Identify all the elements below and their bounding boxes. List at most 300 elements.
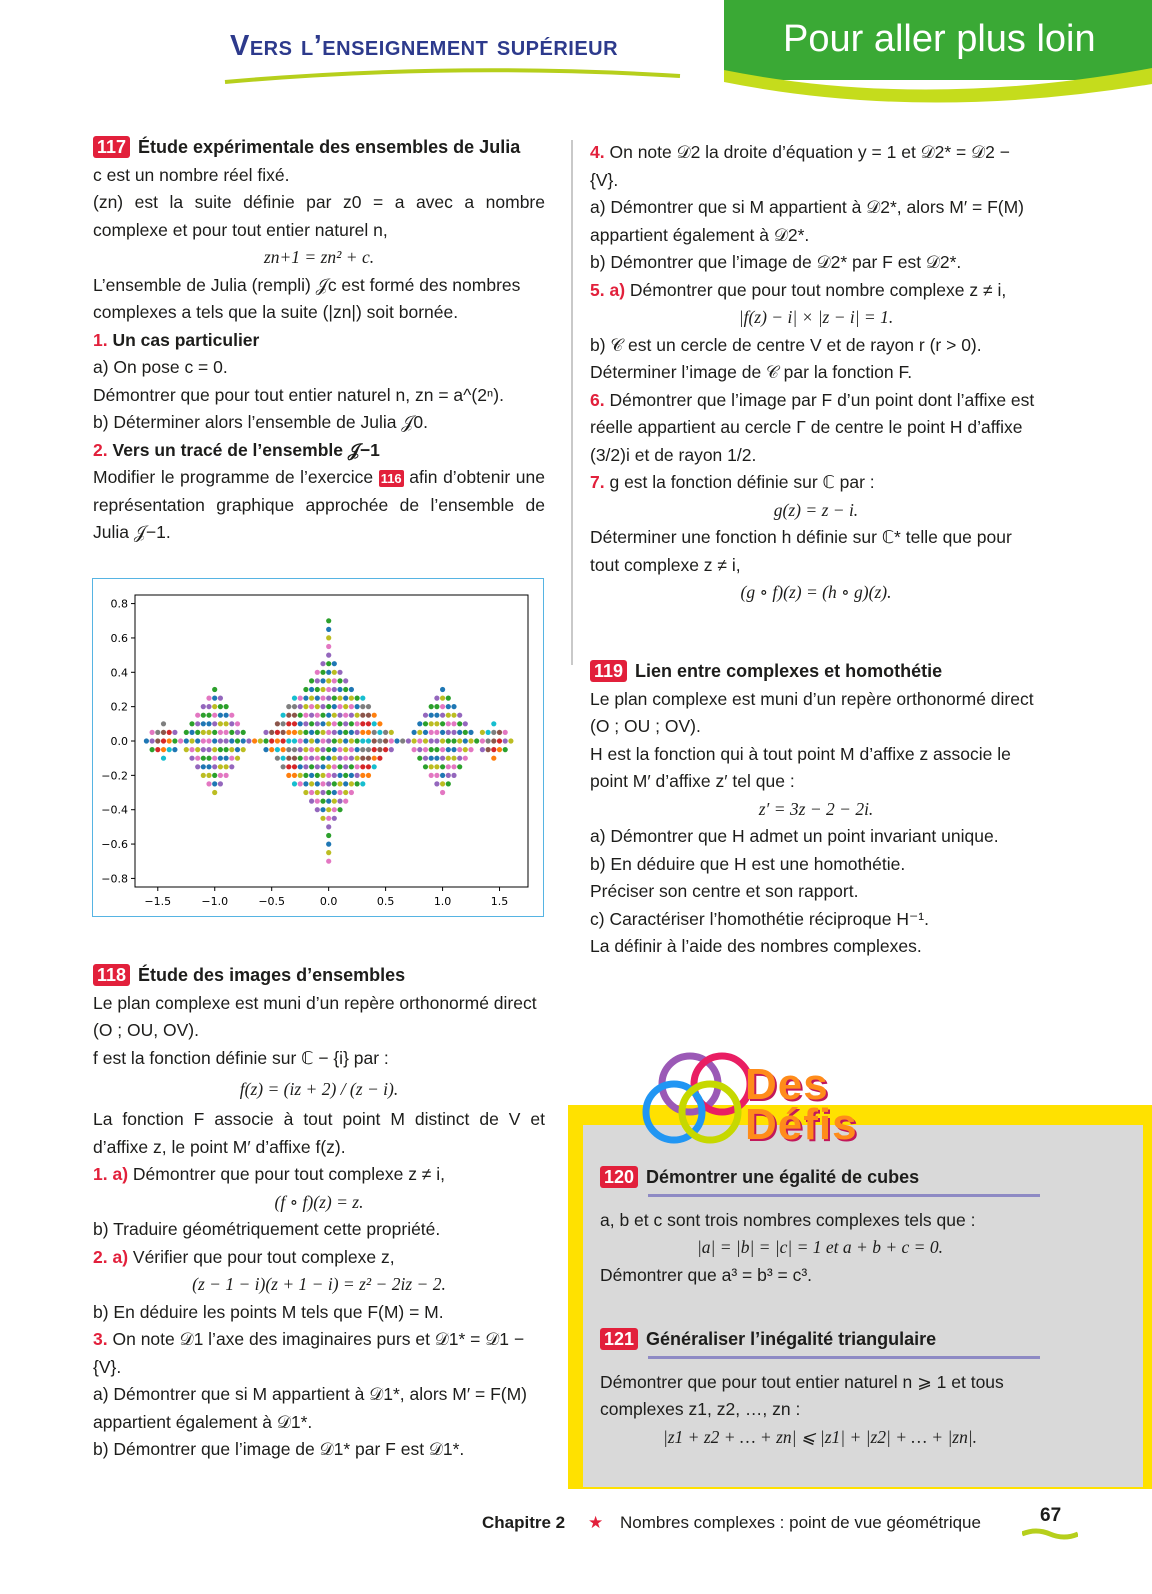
formula: (g ∘ f)(z) = (h ∘ g)(z).	[740, 582, 892, 602]
scatter-point	[457, 738, 462, 743]
scatter-point	[429, 730, 434, 735]
scatter-point	[332, 756, 337, 761]
scatter-point	[320, 661, 325, 666]
text-line: Le plan complexe est muni d’un repère orthonormé direct (O ; OU, OV).	[93, 992, 537, 1040]
rings-logo-icon	[640, 1048, 760, 1148]
x-tick-label: −1.5	[144, 895, 172, 908]
scatter-point	[212, 773, 217, 778]
exercise-121	[600, 1326, 1040, 1451]
scatter-point	[434, 773, 439, 778]
scatter-point	[201, 713, 206, 718]
scatter-point	[155, 730, 160, 735]
scatter-point	[309, 747, 314, 752]
scatter-point	[320, 687, 325, 692]
scatter-point	[281, 764, 286, 769]
scatter-point	[503, 747, 508, 752]
scatter-point	[292, 756, 297, 761]
scatter-point	[434, 756, 439, 761]
scatter-point	[320, 773, 325, 778]
scatter-point	[298, 713, 303, 718]
question-text: b) Démontrer que l’image de 𝒟1* par F est 𝒟1*.	[93, 1439, 465, 1459]
scatter-point	[349, 687, 354, 692]
scatter-point	[326, 799, 331, 804]
scatter-point	[275, 730, 280, 735]
scatter-point	[320, 670, 325, 675]
scatter-point	[463, 730, 468, 735]
scatter-point	[326, 833, 331, 838]
scatter-point	[429, 747, 434, 752]
exercise-118-header	[93, 962, 545, 990]
scatter-point	[212, 721, 217, 726]
header-right-title: Pour aller plus loin	[783, 18, 1096, 60]
scatter-point	[343, 721, 348, 726]
scatter-point	[451, 721, 456, 726]
scatter-point	[303, 756, 308, 761]
scatter-point	[315, 713, 320, 718]
scatter-point	[184, 730, 189, 735]
scatter-point	[275, 756, 280, 761]
formula: |f(z) − i| × |z − i| = 1.	[738, 307, 894, 327]
scatter-point	[309, 721, 314, 726]
scatter-point	[400, 738, 405, 743]
question-text: c) Caractériser l’homothétie réciproque H⁻¹.	[590, 908, 929, 929]
scatter-point	[366, 730, 371, 735]
scatter-point	[360, 704, 365, 709]
scatter-point	[332, 696, 337, 701]
title-underline	[648, 1194, 1040, 1197]
scatter-point	[366, 721, 371, 726]
scatter-point	[224, 730, 229, 735]
scatter-point	[206, 704, 211, 709]
scatter-point	[201, 756, 206, 761]
scatter-point	[440, 713, 445, 718]
scatter-point	[360, 738, 365, 743]
scatter-point	[303, 790, 308, 795]
question-number: 5. a)	[590, 279, 626, 300]
scatter-point	[326, 824, 331, 829]
scatter-point	[457, 764, 462, 769]
scatter-point	[491, 730, 496, 735]
text-line: H est la fonction qui à tout point M d’affixe z associe le point M′ d’affixe z′ tel que :	[590, 743, 1011, 791]
scatter-point	[320, 738, 325, 743]
y-tick-label: 0.8	[110, 597, 128, 611]
scatter-point	[497, 738, 502, 743]
scatter-point	[480, 738, 485, 743]
scatter-point	[229, 721, 234, 726]
text-line: Démontrer que a³ = b³ = c³.	[600, 1264, 813, 1285]
julia-set-plot	[92, 578, 544, 917]
scatter-point	[343, 764, 348, 769]
scatter-point	[337, 696, 342, 701]
scatter-point	[372, 764, 377, 769]
scatter-point	[468, 747, 473, 752]
scatter-point	[383, 730, 388, 735]
scatter-point	[298, 696, 303, 701]
scatter-point	[292, 704, 297, 709]
scatter-point	[343, 730, 348, 735]
scatter-point	[389, 730, 394, 735]
exercise-117	[93, 134, 545, 547]
scatter-point	[377, 756, 382, 761]
scatter-point	[417, 756, 422, 761]
scatter-point	[201, 738, 206, 743]
text-line: c est un nombre réel fixé.	[93, 164, 290, 185]
scatter-point	[423, 747, 428, 752]
scatter-point	[212, 764, 217, 769]
header-curve	[724, 60, 1152, 104]
scatter-point	[366, 747, 371, 752]
text-line: a, b et c sont trois nombres complexes tels que :	[600, 1209, 976, 1230]
scatter-point	[412, 747, 417, 752]
scatter-point	[343, 696, 348, 701]
scatter-point	[298, 730, 303, 735]
scatter-point	[150, 747, 155, 752]
scatter-point	[292, 730, 297, 735]
question-text: a) On pose c = 0.	[93, 357, 228, 377]
scatter-point	[218, 738, 223, 743]
y-tick-label: −0.2	[101, 769, 128, 783]
scatter-point	[355, 773, 360, 778]
scatter-point	[235, 738, 240, 743]
scatter-point	[195, 721, 200, 726]
scatter-point	[315, 696, 320, 701]
scatter-point	[326, 687, 331, 692]
scatter-point	[303, 721, 308, 726]
scatter-point	[281, 738, 286, 743]
scatter-point	[241, 747, 246, 752]
scatter-point	[326, 747, 331, 752]
scatter-point	[491, 738, 496, 743]
scatter-point	[320, 678, 325, 683]
question-number: 2. a)	[93, 1246, 129, 1267]
scatter-point	[269, 738, 274, 743]
exercise-number-badge: 119	[590, 660, 627, 682]
x-tick-label: −1.0	[201, 895, 229, 908]
scatter-point	[440, 704, 445, 709]
scatter-point	[309, 730, 314, 735]
scatter-point	[258, 738, 263, 743]
scatter-point	[281, 730, 286, 735]
scatter-point	[503, 730, 508, 735]
exercise-number-badge: 117	[93, 136, 130, 158]
scatter-point	[497, 730, 502, 735]
scatter-point	[315, 756, 320, 761]
footer-chapter: Chapitre 2	[482, 1513, 566, 1532]
scatter-point	[320, 799, 325, 804]
scatter-point	[229, 730, 234, 735]
scatter-point	[206, 781, 211, 786]
scatter-point	[246, 738, 251, 743]
scatter-point	[406, 738, 411, 743]
scatter-point	[429, 764, 434, 769]
scatter-point	[150, 730, 155, 735]
question-number: 6.	[590, 389, 605, 410]
scatter-plot-svg	[93, 579, 543, 916]
scatter-point	[360, 756, 365, 761]
question-text: Démontrer que pour tout complexe z ≠ i,	[132, 1164, 446, 1184]
scatter-point	[161, 721, 166, 726]
scatter-point	[206, 738, 211, 743]
scatter-point	[326, 807, 331, 812]
formula: f(z) = (iz + 2) / (z − i).	[239, 1079, 399, 1099]
question-title: Un cas particulier	[112, 329, 260, 350]
scatter-point	[201, 747, 206, 752]
scatter-point	[457, 721, 462, 726]
scatter-point	[275, 738, 280, 743]
scatter-point	[394, 738, 399, 743]
scatter-point	[332, 704, 337, 709]
scatter-point	[320, 747, 325, 752]
scatter-point	[275, 747, 280, 752]
scatter-point	[286, 713, 291, 718]
scatter-point	[457, 713, 462, 718]
scatter-point	[366, 764, 371, 769]
scatter-point	[309, 781, 314, 786]
scatter-point	[434, 696, 439, 701]
scatter-point	[212, 738, 217, 743]
scatter-point	[440, 756, 445, 761]
scatter-point	[320, 696, 325, 701]
scatter-point	[320, 721, 325, 726]
scatter-point	[195, 713, 200, 718]
scatter-point	[326, 670, 331, 675]
scatter-point	[201, 721, 206, 726]
scatter-point	[337, 799, 342, 804]
scatter-point	[337, 747, 342, 752]
scatter-point	[457, 730, 462, 735]
scatter-point	[235, 756, 240, 761]
scatter-point	[360, 764, 365, 769]
question-number: 4.	[590, 142, 605, 162]
question-text: a) Démontrer que si M appartient à 𝒟2*, alors M′ = F(M) appartient également à 𝒟2*.	[590, 197, 1024, 245]
text-line: (zn) est la suite définie par z0 = a avec a nombre complexe et pour tout entier naturel n,	[93, 192, 545, 240]
scatter-point	[343, 738, 348, 743]
scatter-point	[218, 747, 223, 752]
scatter-point	[423, 730, 428, 735]
scatter-point	[269, 730, 274, 735]
scatter-point	[412, 738, 417, 743]
scatter-point	[423, 721, 428, 726]
scatter-point	[212, 696, 217, 701]
exercise-title: Lien entre complexes et homothétie	[635, 661, 943, 681]
header-swoosh	[220, 62, 690, 86]
scatter-point	[349, 790, 354, 795]
scatter-point	[343, 678, 348, 683]
scatter-point	[434, 738, 439, 743]
scatter-point	[161, 738, 166, 743]
question-text: b) Déterminer alors l’ensemble de Julia 𝒥0.	[93, 412, 428, 432]
exercise-title: Étude expérimentale des ensembles de Julia	[138, 137, 521, 157]
scatter-point	[206, 730, 211, 735]
column-divider	[571, 140, 573, 665]
scatter-point	[326, 696, 331, 701]
scatter-point	[440, 730, 445, 735]
scatter-point	[326, 790, 331, 795]
scatter-point	[440, 696, 445, 701]
scatter-point	[315, 790, 320, 795]
scatter-point	[292, 764, 297, 769]
scatter-point	[184, 738, 189, 743]
scatter-point	[360, 773, 365, 778]
scatter-point	[446, 696, 451, 701]
scatter-point	[206, 773, 211, 778]
scatter-point	[474, 738, 479, 743]
scatter-point	[332, 773, 337, 778]
scatter-point	[292, 738, 297, 743]
scatter-point	[451, 738, 456, 743]
y-tick-label: −0.8	[101, 872, 128, 886]
scatter-point	[224, 738, 229, 743]
scatter-point	[161, 747, 166, 752]
scatter-point	[377, 738, 382, 743]
question-number: 7.	[590, 472, 605, 492]
defis-title	[745, 1060, 858, 1149]
scatter-point	[349, 764, 354, 769]
page-number-underline	[1022, 1528, 1078, 1540]
scatter-point	[343, 687, 348, 692]
scatter-point	[457, 756, 462, 761]
scatter-point	[372, 756, 377, 761]
scatter-point	[463, 738, 468, 743]
x-tick-label: 1.0	[433, 895, 452, 908]
defis-title-line1: Des	[745, 1060, 829, 1109]
question-number: 1. a)	[93, 1164, 129, 1184]
formula: g(z) = z − i.	[773, 499, 859, 520]
scatter-point	[218, 721, 223, 726]
scatter-point	[491, 721, 496, 726]
scatter-point	[508, 738, 513, 743]
scatter-point	[212, 713, 217, 718]
scatter-point	[292, 721, 297, 726]
scatter-point	[298, 747, 303, 752]
scatter-point	[349, 781, 354, 786]
scatter-point	[298, 756, 303, 761]
scatter-point	[434, 747, 439, 752]
scatter-point	[292, 713, 297, 718]
scatter-point	[366, 713, 371, 718]
scatter-point	[326, 781, 331, 786]
scatter-point	[349, 773, 354, 778]
scatter-point	[372, 738, 377, 743]
scatter-point	[309, 756, 314, 761]
scatter-point	[343, 713, 348, 718]
scatter-point	[326, 618, 331, 623]
scatter-point	[315, 799, 320, 804]
scatter-point	[355, 696, 360, 701]
formula: z′ = 3z − 2 − 2i.	[758, 798, 874, 819]
scatter-point	[224, 713, 229, 718]
scatter-point	[429, 738, 434, 743]
scatter-point	[150, 738, 155, 743]
scatter-point	[383, 747, 388, 752]
scatter-point	[480, 747, 485, 752]
scatter-point	[195, 747, 200, 752]
scatter-point	[195, 756, 200, 761]
scatter-point	[218, 713, 223, 718]
scatter-point	[451, 747, 456, 752]
scatter-point	[451, 713, 456, 718]
scatter-point	[303, 704, 308, 709]
scatter-point	[320, 713, 325, 718]
scatter-point	[292, 747, 297, 752]
scatter-point	[486, 747, 491, 752]
scatter-point	[235, 730, 240, 735]
scatter-point	[286, 747, 291, 752]
formula: |a| = |b| = |c| = 1 et a + b + c = 0.	[696, 1237, 943, 1257]
scatter-point	[298, 738, 303, 743]
scatter-point	[412, 730, 417, 735]
scatter-point	[320, 816, 325, 821]
exercise-title: Généraliser l’inégalité triangulaire	[646, 1329, 937, 1349]
scatter-point	[326, 764, 331, 769]
scatter-point	[167, 738, 172, 743]
scatter-point	[286, 721, 291, 726]
scatter-point	[303, 730, 308, 735]
scatter-point	[167, 730, 172, 735]
scatter-point	[332, 790, 337, 795]
scatter-point	[275, 721, 280, 726]
scatter-point	[451, 704, 456, 709]
scatter-point	[446, 721, 451, 726]
scatter-point	[326, 842, 331, 847]
scatter-point	[360, 781, 365, 786]
scatter-point	[326, 704, 331, 709]
scatter-point	[446, 764, 451, 769]
question-number: 2.	[93, 439, 108, 460]
scatter-point	[337, 790, 342, 795]
scatter-point	[332, 738, 337, 743]
scatter-point	[480, 730, 485, 735]
scatter-point	[463, 747, 468, 752]
scatter-point	[446, 713, 451, 718]
scatter-point	[212, 790, 217, 795]
scatter-point	[434, 713, 439, 718]
scatter-point	[372, 713, 377, 718]
y-tick-label: −0.6	[101, 838, 128, 852]
scatter-point	[309, 738, 314, 743]
formula: zn+1 = zn² + c.	[263, 247, 375, 267]
exercise-120-header	[600, 1164, 1040, 1192]
scatter-point	[332, 799, 337, 804]
question-text: La définir à l’aide des nombres complexes.	[590, 936, 922, 956]
scatter-point	[486, 730, 491, 735]
scatter-point	[503, 738, 508, 743]
scatter-point	[303, 764, 308, 769]
scatter-point	[212, 756, 217, 761]
text-line: Démontrer que pour tout entier naturel n ⩾ 1 et tous complexes z1, z2, …, zn :	[600, 1371, 1004, 1419]
scatter-point	[451, 773, 456, 778]
scatter-point	[349, 721, 354, 726]
scatter-point	[320, 704, 325, 709]
scatter-point	[326, 850, 331, 855]
scatter-point	[263, 738, 268, 743]
scatter-point	[440, 790, 445, 795]
exercise-117-header	[93, 134, 545, 162]
scatter-point	[218, 696, 223, 701]
scatter-point	[229, 756, 234, 761]
scatter-point	[332, 661, 337, 666]
scatter-point	[315, 764, 320, 769]
scatter-point	[417, 730, 422, 735]
question-text: On note 𝒟1 l’axe des imaginaires purs et 𝒟1* = 𝒟1 − {V}.	[93, 1329, 525, 1377]
scatter-point	[423, 738, 428, 743]
y-tick-label: 0.0	[110, 735, 128, 748]
scatter-point	[366, 773, 371, 778]
scatter-point	[315, 747, 320, 752]
scatter-point	[360, 713, 365, 718]
question-text: b) Démontrer que l’image de 𝒟2* par F est 𝒟2*.	[590, 252, 962, 272]
scatter-point	[235, 721, 240, 726]
